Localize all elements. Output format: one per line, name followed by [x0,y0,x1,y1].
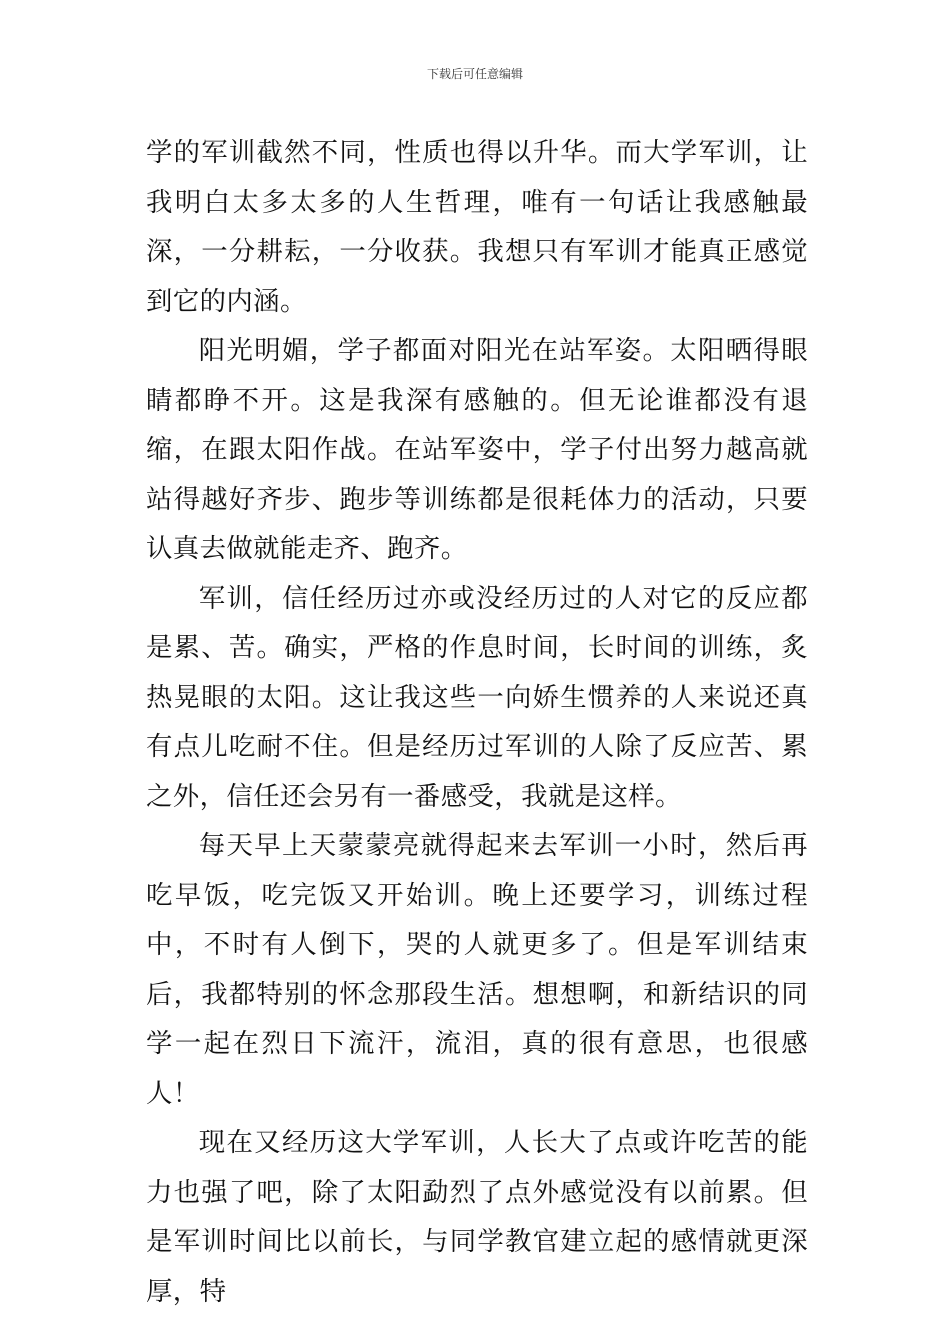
document-body [146,128,808,1316]
paragraph-1: 学的军训截然不同，性质也得以升华。而大学军训，让我明白太多太多的人生哲理，唯有一句话让我感触最深，一分耕耘，一分收获。我想只有军训才能真正感觉到它的内涵。 [146,137,808,317]
paragraph-3: 军训，信任经历过亦或没经历过的人对它的反应都是累、苦。确实，严格的作息时间，长时间的训练，炙热晃眼的太阳。这让我这些一向娇生惯养的人来说还真有点儿吃耐不住。但是经历过军训的人除了反应苦、累之外，信任还会另有一番感受，我就是这样。 [146,582,808,812]
page-header: 下载后可任意编辑 [426,67,523,81]
paragraph-4: 每天早上天蒙蒙亮就得起来去军训一小时，然后再吃早饭，吃完饭又开始训。晚上还要学习，训练过程中，不时有人倒下，哭的人就更多了。但是军训结束后，我都特别的怀念那段生活。想想啊，和新结识的同学一起在烈日下流汗，流泪，真的很有意思，也很感人！ [146,830,808,1109]
paragraph-5: 现在又经历这大学军训，人长大了点或许吃苦的能力也强了吧，除了太阳勐烈了点外感觉没有以前累。但是军训时间比以前长，与同学教官建立起的感情就更深厚，特 [146,1127,808,1307]
paragraph-2: 阳光明媚，学子都面对阳光在站军姿。太阳晒得眼睛都睁不开。这是我深有感触的。但无论谁都没有退缩，在跟太阳作战。在站军姿中，学子付出努力越高就站得越好齐步、跑步等训练都是很耗体力的活动，只要认真去做就能走齐、跑齐。 [146,335,808,564]
